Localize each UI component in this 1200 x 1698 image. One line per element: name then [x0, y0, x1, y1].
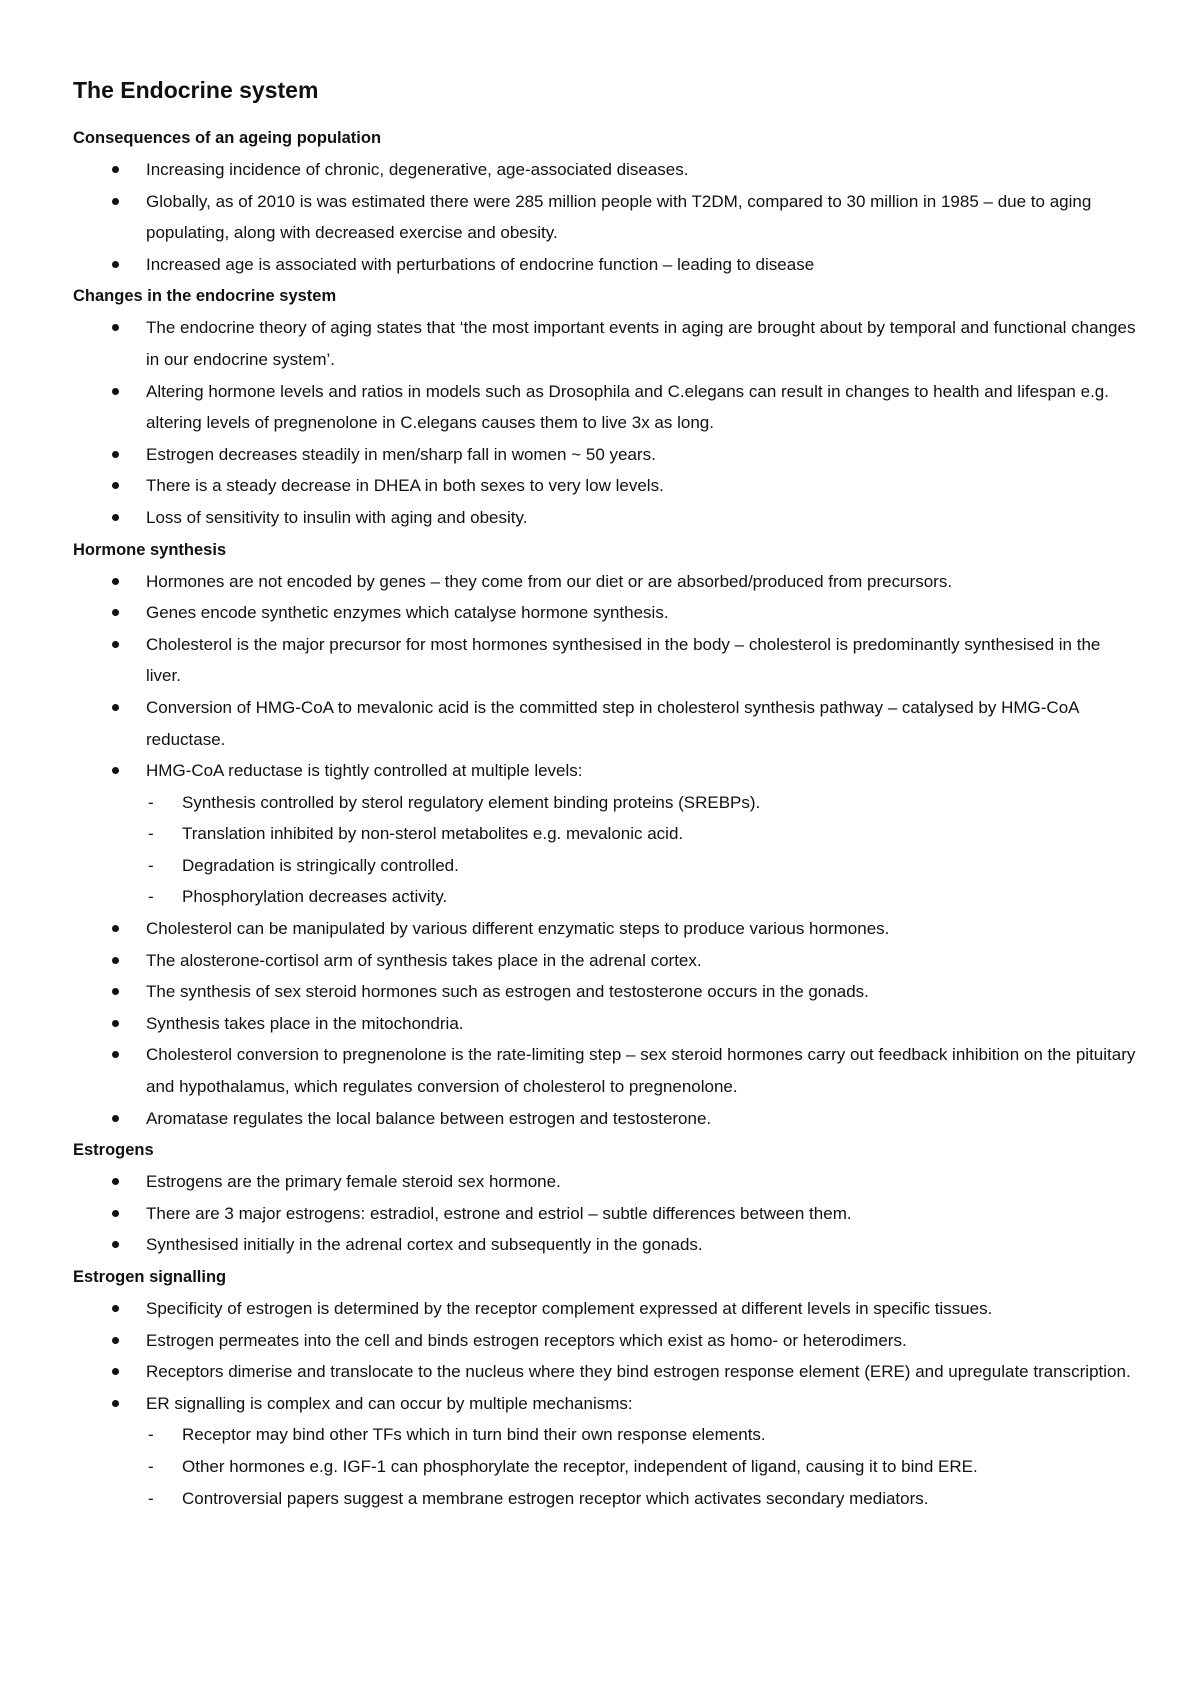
bullet-icon: [112, 1337, 119, 1344]
bullet-list: [73, 1166, 1140, 1261]
bullet-icon: [112, 261, 119, 268]
list-item: [73, 470, 1140, 502]
list-item: [73, 755, 1140, 913]
dash-icon: -: [148, 1488, 154, 1508]
dash-icon: -: [148, 855, 154, 875]
list-item-text: Globally, as of 2010 is was estimated there were 285 million people with T2DM, compared to 30 million in 1985 – due to aging populating, along with decreased exercise and obesity.: [146, 191, 1092, 243]
list-item-text: ER signalling is complex and can occur by multiple mechanisms:: [146, 1393, 633, 1413]
sub-list-item-text: Synthesis controlled by sterol regulatory element binding proteins (SREBPs).: [182, 792, 761, 812]
list-item-text: Synthesis takes place in the mitochondria.: [146, 1013, 464, 1033]
bullet-icon: [112, 1178, 119, 1185]
sub-list-item: [146, 1451, 1140, 1483]
list-item: [73, 439, 1140, 471]
sub-list-item: [146, 818, 1140, 850]
bullet-icon: [112, 166, 119, 173]
list-item-text: Altering hormone levels and ratios in models such as Drosophila and C.elegans can result in changes to health and lifespan e.g. altering levels of pregnenolone in C.elegans causes them to live 3x as long.: [146, 381, 1109, 433]
list-item: [73, 154, 1140, 186]
bullet-icon: [112, 388, 119, 395]
bullet-icon: [112, 1305, 119, 1312]
bullet-icon: [112, 641, 119, 648]
list-item: [73, 692, 1140, 755]
bullet-icon: [112, 1368, 119, 1375]
list-item: [73, 249, 1140, 281]
list-item: [73, 186, 1140, 249]
section-heading: Estrogen signalling: [73, 1268, 227, 1286]
list-item: [73, 502, 1140, 534]
list-item-text: Estrogen permeates into the cell and binds estrogen receptors which exist as homo- or heterodimers.: [146, 1330, 907, 1350]
list-item-text: Estrogen decreases steadily in men/sharp fall in women ~ 50 years.: [146, 444, 656, 464]
list-item: [73, 913, 1140, 945]
sub-list-item-text: Receptor may bind other TFs which in turn bind their own response elements.: [182, 1425, 766, 1445]
list-item: [73, 1356, 1140, 1388]
list-item-text: There are 3 major estrogens: estradiol, estrone and estriol – subtle differences between them.: [146, 1203, 852, 1223]
bullet-icon: [112, 767, 119, 774]
list-item-text: The alosterone-cortisol arm of synthesis takes place in the adrenal cortex.: [146, 950, 702, 970]
list-item: [73, 629, 1140, 692]
sub-list-item-text: Other hormones e.g. IGF-1 can phosphorylate the receptor, independent of ligand, causing it to bind ERE.: [182, 1456, 978, 1476]
list-item: [73, 597, 1140, 629]
bullet-icon: [112, 451, 119, 458]
section-heading: Hormone synthesis: [73, 540, 227, 559]
dash-icon: -: [148, 887, 154, 907]
bullet-icon: [112, 482, 119, 489]
bullet-icon: [112, 1020, 119, 1027]
list-item-text: The synthesis of sex steroid hormones such as estrogen and testosterone occurs in the gonads.: [146, 982, 869, 1002]
sub-list-item-text: Controversial papers suggest a membrane estrogen receptor which activates secondary mediators.: [182, 1488, 929, 1508]
bullet-list: [73, 154, 1140, 280]
section-heading: Consequences of an ageing population: [73, 129, 382, 147]
list-item-text: Genes encode synthetic enzymes which catalyse hormone synthesis.: [146, 603, 669, 623]
sub-list-item: [146, 850, 1140, 882]
bullet-icon: [112, 957, 119, 964]
list-item: [73, 1325, 1140, 1357]
list-item-text: Hormones are not encoded by genes – they come from our diet or are absorbed/produced from precursors.: [146, 571, 953, 591]
bullet-icon: [112, 198, 119, 205]
dash-icon: -: [148, 1456, 154, 1476]
bullet-icon: [112, 324, 119, 331]
bullet-icon: [112, 1115, 119, 1122]
list-item: [73, 312, 1140, 375]
sub-list-item-text: Translation inhibited by non-sterol metabolites e.g. mevalonic acid.: [182, 824, 684, 844]
list-item: [73, 1008, 1140, 1040]
list-item: [73, 376, 1140, 439]
bullet-icon: [112, 1400, 119, 1407]
list-item: [73, 945, 1140, 977]
sub-list-item: [146, 787, 1140, 819]
bullet-icon: [112, 1241, 119, 1248]
section-heading: Changes in the endocrine system: [73, 287, 337, 306]
bullet-icon: [112, 578, 119, 585]
list-item-text: Synthesised initially in the adrenal cortex and subsequently in the gonads.: [146, 1235, 703, 1255]
list-item-text: Cholesterol is the major precursor for most hormones synthesised in the body – cholesterol is predominantly synthesised in the liver.: [146, 634, 1101, 686]
sub-list-item-text: Degradation is stringically controlled.: [182, 855, 459, 875]
list-item: [73, 1388, 1140, 1514]
list-item-text: Cholesterol can be manipulated by various different enzymatic steps to produce various hormones.: [146, 919, 890, 939]
bullet-icon: [112, 988, 119, 995]
list-item: [73, 1166, 1140, 1198]
bullet-list: [73, 1293, 1140, 1514]
list-item: [73, 976, 1140, 1008]
list-item-text: There is a steady decrease in DHEA in both sexes to very low levels.: [146, 476, 664, 496]
document-body: [73, 122, 1140, 1514]
bullet-list: [73, 566, 1140, 1135]
sub-list: [146, 1419, 1140, 1514]
list-item-text: The endocrine theory of aging states that ‘the most important events in aging are brought about by temporal and functional changes in our endocrine system’.: [146, 318, 1136, 369]
section-heading: Estrogens: [73, 1141, 154, 1160]
sub-list-item: [146, 881, 1140, 913]
list-item: [73, 1103, 1140, 1135]
bullet-icon: [112, 1210, 119, 1217]
sub-list-item-text: Phosphorylation decreases activity.: [182, 887, 448, 907]
list-item-text: Loss of sensitivity to insulin with aging and obesity.: [146, 507, 528, 527]
list-item: [73, 1229, 1140, 1261]
dash-icon: -: [148, 1425, 154, 1445]
bullet-icon: [112, 1051, 119, 1058]
dash-icon: -: [148, 792, 154, 812]
list-item: [73, 1293, 1140, 1325]
bullet-icon: [112, 609, 119, 616]
sub-list-item: [146, 1483, 1140, 1515]
list-item-text: HMG-CoA reductase is tightly controlled at multiple levels:: [146, 761, 583, 781]
list-item-text: Receptors dimerise and translocate to the nucleus where they bind estrogen response element (ERE) and upregulate transcription.: [146, 1362, 1131, 1382]
list-item-text: Conversion of HMG-CoA to mevalonic acid is the committed step in cholesterol synthesis pathway – catalysed by HMG-CoA reductase.: [146, 697, 1079, 749]
list-item-text: Increasing incidence of chronic, degenerative, age-associated diseases.: [146, 160, 689, 179]
document-title: The Endocrine system: [73, 77, 319, 103]
bullet-icon: [112, 514, 119, 521]
bullet-list: [73, 312, 1140, 533]
list-item-text: Estrogens are the primary female steroid sex hormone.: [146, 1172, 561, 1192]
list-item-text: Specificity of estrogen is determined by the receptor complement expressed at different levels in specific tissues.: [146, 1299, 993, 1318]
sub-list-item: [146, 1419, 1140, 1451]
bullet-icon: [112, 704, 119, 711]
list-item-text: Increased age is associated with perturbations of endocrine function – leading to disease: [146, 254, 815, 274]
bullet-icon: [112, 925, 119, 932]
sub-list: [146, 787, 1140, 913]
dash-icon: -: [148, 824, 154, 844]
list-item: [73, 1198, 1140, 1230]
list-item-text: Aromatase regulates the local balance between estrogen and testosterone.: [146, 1108, 712, 1128]
list-item-text: Cholesterol conversion to pregnenolone is the rate-limiting step – sex steroid hormones carry out feedback inhibition on the pituitary and hypothalamus, which regulates conversion of cholesterol to pregnenolone.: [146, 1045, 1136, 1097]
list-item: [73, 566, 1140, 598]
list-item: [73, 1039, 1140, 1102]
